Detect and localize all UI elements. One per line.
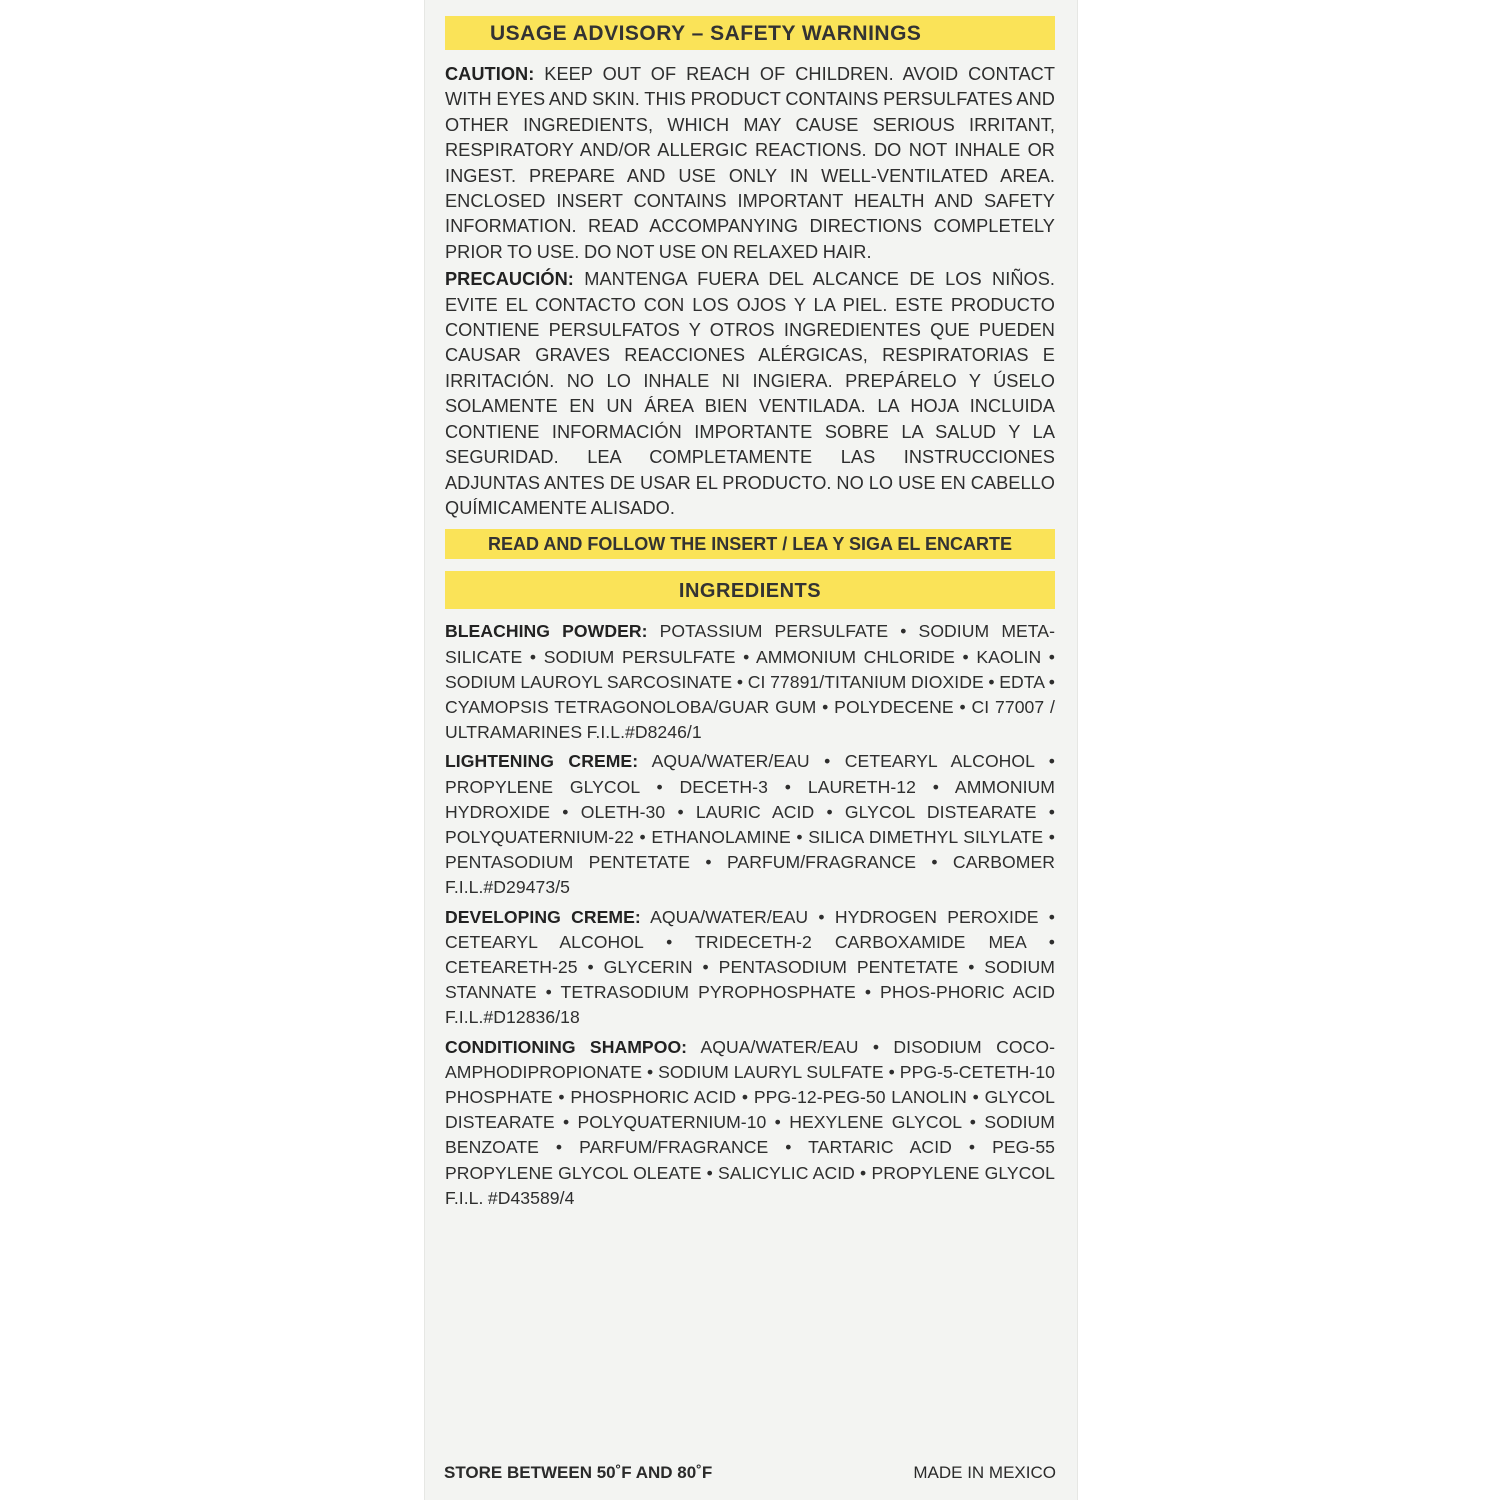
country-of-origin: MADE IN MEXICO	[913, 1463, 1056, 1482]
insert-notice: READ AND FOLLOW THE INSERT / LEA Y SIGA EL ENCARTE	[445, 529, 1055, 559]
precaucion-paragraph	[445, 267, 1055, 521]
precaucion-lead: PRECAUCIÓN:	[445, 269, 574, 290]
label-content	[445, 16, 1055, 1211]
warnings-header: USAGE ADVISORY – SAFETY WARNINGS	[445, 16, 1055, 50]
lightening-creme-ingredients	[445, 749, 1055, 900]
ingredients-header: INGREDIENTS	[445, 571, 1055, 609]
lightening-creme-lead: LIGHTENING CREME:	[445, 751, 639, 772]
bleaching-powder-text: POTASSIUM PERSULFATE • SODIUM META-SILICATE • SODIUM PERSULFATE • AMMONIUM CHLORIDE • KAOLIN • SODIUM LAUROYL SARCOSINATE • CI 77891/TITANIUM DIOXIDE • EDTA • CYAMOPSIS TETRAGONOLOBA/GUAR GUM • POLYDECENE • CI 77007 / ULTRAMARINES F.I.L.#D8246/1	[445, 621, 1055, 743]
bleaching-powder-lead: BLEACHING POWDER:	[445, 621, 648, 642]
storage-temperature: STORE BETWEEN 50˚F AND 80˚F	[444, 1463, 713, 1482]
label-panel	[424, 0, 1078, 1500]
label-footer	[444, 1463, 1056, 1483]
developing-creme-lead: DEVELOPING CREME:	[445, 906, 641, 927]
lightening-creme-text: AQUA/WATER/EAU • CETEARYL ALCOHOL • PROPYLENE GLYCOL • DECETH-3 • LAURETH-12 • AMMONIUM HYDROXIDE • OLETH-30 • LAURIC ACID • GLYCOL DISTEARATE • POLYQUATERNIUM-22 • ETHANOLAMINE • SILICA DIMETHYL SILYLATE • PENTASODIUM PENTETATE • PARFUM/FRAGRANCE • CARBOMER F.I.L.#D29473/5	[445, 751, 1055, 898]
precaucion-text: MANTENGA FUERA DEL ALCANCE DE LOS NIÑOS. EVITE EL CONTACTO CON LOS OJOS Y LA PIEL. ESTE PRODUCTO CONTIENE PERSULFATOS Y OTROS INGREDIENTES QUE PUEDEN CAUSAR GRAVES REACCIONES ALÉRGICAS, RESPIRATORIAS E IRRITACIÓN. NO LO INHALE NI INGIERA. PREPÁRELO Y ÚSELO SOLAMENTE EN UN ÁREA BIEN VENTILADA. LA HOJA INCLUIDA CONTIENE INFORMACIÓN IMPORTANTE SOBRE LA SALUD Y LA SEGURIDAD. LEA COMPLETAMENTE LAS INSTRUCCIONES ADJUNTAS ANTES DE USAR EL PRODUCTO. NO LO USE EN CABELLO QUÍMICAMENTE ALISADO.	[445, 269, 1055, 518]
caution-text: KEEP OUT OF REACH OF CHILDREN. AVOID CONTACT WITH EYES AND SKIN. THIS PRODUCT CONTAINS PERSULFATES AND OTHER INGREDIENTS, WHICH MAY CAUSE SERIOUS IRRITANT, RESPIRATORY AND/OR ALLERGIC REACTIONS. DO NOT INHALE OR INGEST. PREPARE AND USE ONLY IN WELL-VENTILATED AREA. ENCLOSED INSERT CONTAINS IMPORTANT HEALTH AND SAFETY INFORMATION. READ ACCOMPANYING DIRECTIONS COMPLETELY PRIOR TO USE. DO NOT USE ON RELAXED HAIR.	[445, 64, 1055, 262]
developing-creme-text: AQUA/WATER/EAU • HYDROGEN PEROXIDE • CETEARYL ALCOHOL • TRIDECETH-2 CARBOXAMIDE MEA • CETEARETH-25 • GLYCERIN • PENTASODIUM PENTETATE • SODIUM STANNATE • TETRASODIUM PYROPHOSPHATE • PHOS-PHORIC ACID F.I.L.#D12836/18	[445, 906, 1055, 1028]
caution-paragraph	[445, 62, 1055, 265]
conditioning-shampoo-text: AQUA/WATER/EAU • DISODIUM COCO-AMPHODIPROPIONATE • SODIUM LAURYL SULFATE • PPG-5-CETETH-10 PHOSPHATE • PHOSPHORIC ACID • PPG-12-PEG-50 LANOLIN • GLYCOL DISTEARATE • POLYQUATERNIUM-10 • HEXYLENE GLYCOL • SODIUM BENZOATE • PARFUM/FRAGRANCE • TARTARIC ACID • PEG-55 PROPYLENE GLYCOL OLEATE • SALICYLIC ACID • PROPYLENE GLYCOL F.I.L. #D43589/4	[445, 1036, 1055, 1208]
conditioning-shampoo-ingredients	[445, 1035, 1055, 1211]
caution-lead: CAUTION:	[445, 64, 535, 84]
bleaching-powder-ingredients	[445, 619, 1055, 745]
developing-creme-ingredients	[445, 905, 1055, 1031]
conditioning-shampoo-lead: CONDITIONING SHAMPOO:	[445, 1036, 688, 1057]
